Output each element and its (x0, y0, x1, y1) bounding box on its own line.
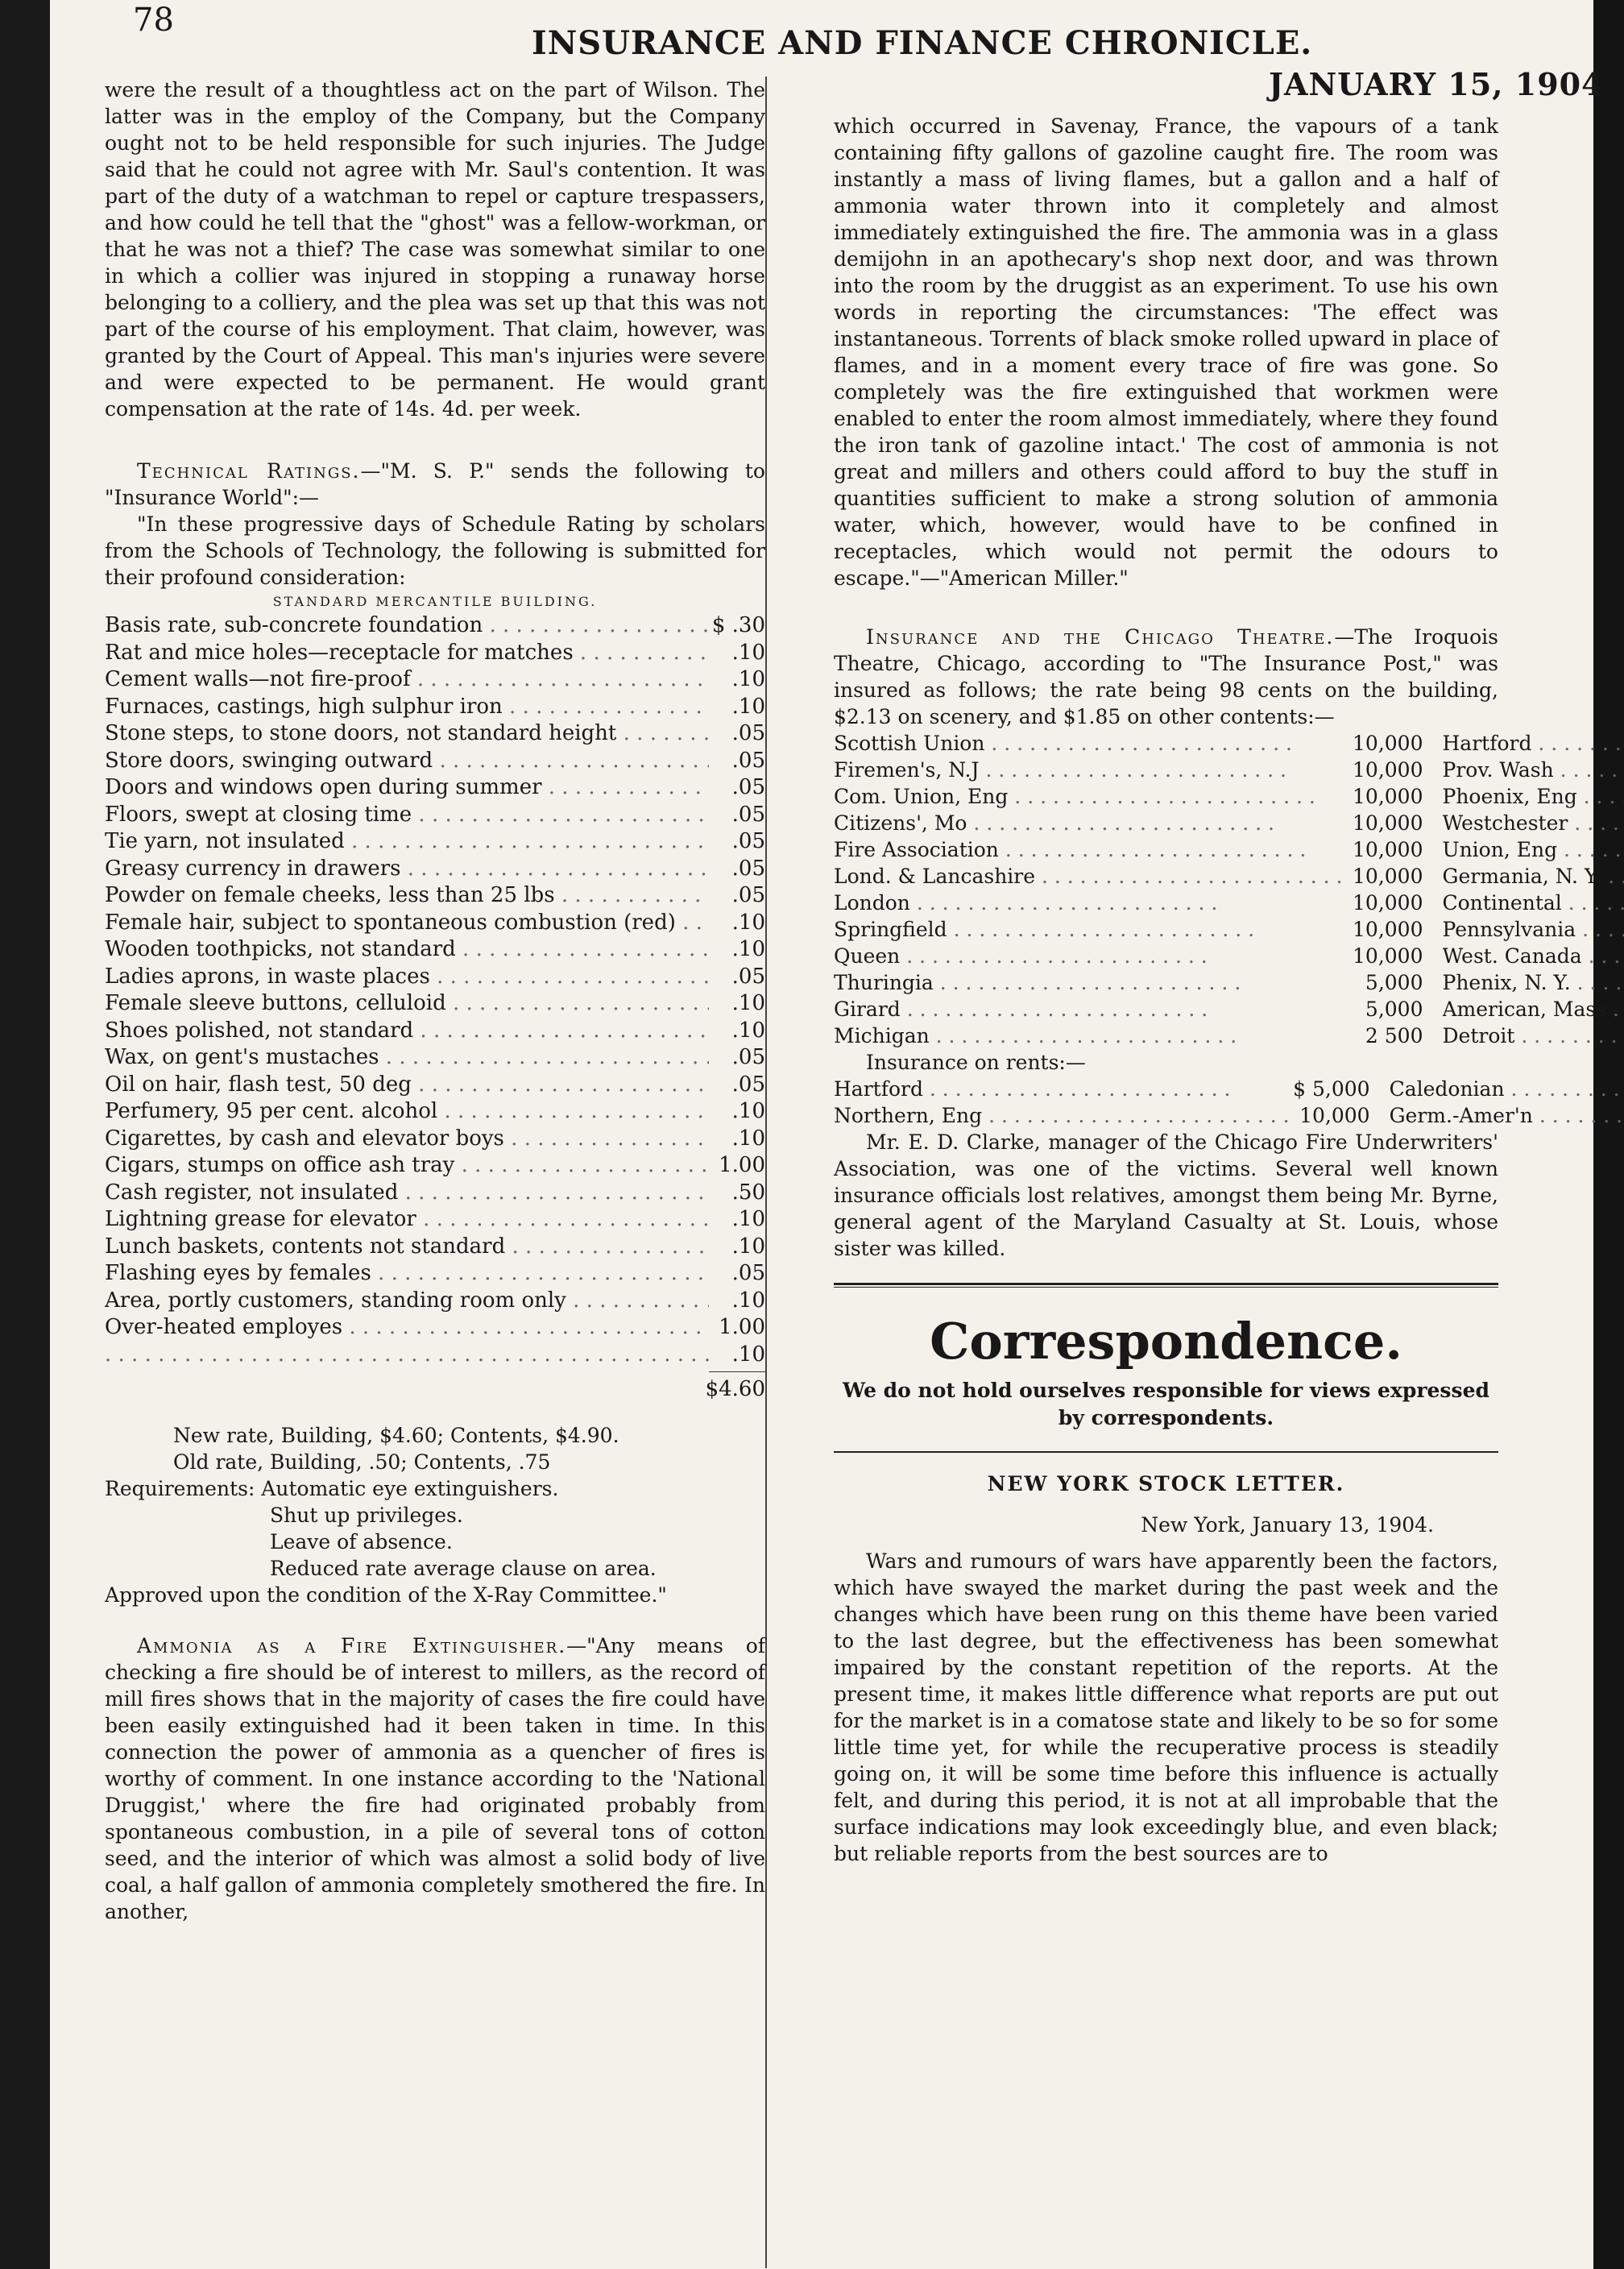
insurer-name: West. Canada . . . (1443, 943, 1624, 969)
insured-amount: 10,000 (1353, 891, 1423, 915)
insurer-name: Phenix, N. Y. . . . (1443, 969, 1624, 996)
rating-row (105, 720, 765, 748)
rating-item-value: .10 (731, 667, 765, 691)
rating-row (105, 910, 765, 937)
rating-item-value: .05 (731, 883, 765, 907)
requirements: Requirements: Automatic eye extinguishers. (105, 1477, 559, 1500)
rating-item-label: Shoes polished, not standard . . . (105, 1018, 709, 1045)
insurer-name: Phoenix, Eng . . . (1443, 783, 1624, 810)
insurer-name: Continental . . . (1443, 890, 1624, 916)
new-rate: New rate, Building, $4.60; Contents, $4.90. (173, 1424, 619, 1447)
chicago-theatre-article: Insurance and the Chicago Theatre.—The Iroquois Theatre, Chicago, according to "The Insurance Post," was insured as follows; the rate being 98 cents on the building, $2.13 on scenery, and $1.85 on other contents:— (834, 625, 1498, 728)
rating-item-label: Cement walls—not fire-proof . . . (105, 666, 709, 694)
insurer-cell (834, 1023, 1423, 1049)
insurer-name: Com. Union, Eng . . . (834, 783, 1343, 810)
rating-item-label: Furnaces, castings, high sulphur iron . . . (105, 694, 709, 721)
old-rate: Old rate, Building, .50; Contents, .75 (173, 1450, 551, 1474)
insurer-cell (834, 730, 1423, 757)
rating-row (105, 640, 765, 667)
rating-item-value: .10 (731, 1234, 765, 1259)
rating-table-title: STANDARD MERCANTILE BUILDING. (272, 594, 598, 609)
requirement-3: Leave of absence. (270, 1530, 453, 1553)
rating-row (105, 856, 765, 883)
rating-item-label: Cash register, not insulated . . . (105, 1180, 709, 1207)
ammonia-article: Ammonia as a Fire Extinguisher.—"Any means of checking a fire should be of interest to millers, as the record of mill fires shows that in the majority of cases the fire could have been easily extinguished had it been taken in time. In this connection the power of ammonia as a quencher of fires is worthy of comment. In one instance according to the 'National Druggist,' where the fire had originated probably from spontaneous combustion, in a pile of several tons of cotton seed, and the interior of which was almost a solid body of live coal, a half gallon of ammonia completely smothered the fire. In another, (105, 1634, 765, 1923)
rating-row (105, 1180, 765, 1207)
insurer-cell (834, 996, 1423, 1023)
rating-item-value: .10 (731, 1126, 765, 1151)
rating-item-label: Lunch baskets, contents not standard . . . (105, 1234, 709, 1261)
rating-item-label: Cigarettes, by cash and elevator boys . . . (105, 1126, 709, 1153)
insurers-table (834, 730, 1607, 1049)
insurer-name: Westchester . . . (1443, 810, 1624, 836)
insurer-name: Prov. Wash . . . (1443, 757, 1624, 783)
insurer-cell (834, 863, 1423, 890)
rating-row (105, 1234, 765, 1261)
insurer-cell (1443, 863, 1624, 890)
rating-item-label: Over-heated employes . . . (105, 1314, 709, 1342)
rating-row (105, 1126, 765, 1153)
total-rule (709, 1371, 765, 1372)
insurer-name: Pennsylvania . . . (1443, 916, 1624, 943)
rating-item-value: .10 (731, 1342, 765, 1367)
rating-item-label (105, 1342, 709, 1369)
insured-amount: 2 500 (1365, 1024, 1423, 1047)
issue-date: JANUARY 15, 1904 (1269, 66, 1604, 102)
insurer-cell (1443, 836, 1624, 863)
insurer-cell (834, 1076, 1370, 1102)
rating-row (105, 990, 765, 1018)
insured-amount: 10,000 (1353, 838, 1423, 861)
stock-letter-dateline: New York, January 13, 1904. (1141, 1513, 1434, 1537)
insurer-name: Fire Association . . . (834, 836, 1343, 863)
rating-item-label: Doors and windows open during summer . . . (105, 774, 709, 802)
approval-note: Approved upon the condition of the X-Ray Committee." (105, 1583, 667, 1607)
rating-row (105, 1072, 765, 1099)
rating-item-value: .05 (731, 748, 765, 773)
page-number: 78 (133, 2, 174, 39)
rating-item-value: .10 (731, 1018, 765, 1043)
rating-row (105, 1260, 765, 1288)
rating-item-label: Basis rate, sub-concrete foundation . . . (105, 612, 709, 640)
rating-item-label: Female sleeve buttons, celluloid . . . (105, 990, 709, 1018)
technical-ratings-lead: "In these progressive days of Schedule Rating by scholars from the Schools of Technology, the following is submitted for their profound consideration: (105, 512, 765, 589)
rents-table (834, 1076, 1533, 1129)
insurer-cell (834, 969, 1423, 996)
rating-item-label: Floors, swept at closing time . . . (105, 802, 709, 829)
rating-item-value: .10 (731, 991, 765, 1015)
rating-item-label: Wooden toothpicks, not standard . . . (105, 936, 709, 964)
section-rule (834, 1283, 1498, 1288)
insurer-cell (1443, 810, 1624, 836)
opening-paragraph: were the result of a thoughtless act on the part of Wilson. The latter was in the employ of the Company, but the Company ought not to be held responsible for such injuries. The Judge said that he could not agree with Mr. Saul's contention. It was part of the duty of a watchman to repel or capture trespassers, and how could he tell that the "ghost" was a fellow-workman, or that he was not a thief? The case was somewhat similar to one in which a collier was injured in stopping a runaway horse belonging to a colliery, and the plea was set up that this was not part of the course of his employment. That claim, however, was granted by the Court of Appeal. This man's injuries were severe and were expected to be permanent. He would grant compensation at the rate of 14s. 4d. per week. (105, 78, 765, 421)
insurer-name: Girard . . . (834, 996, 1343, 1023)
rating-item-value: .10 (731, 1099, 765, 1123)
insured-amount: 5,000 (1365, 971, 1423, 994)
rating-item-value: .10 (731, 640, 765, 665)
insured-amount: 10,000 (1353, 918, 1423, 941)
rents-label: Insurance on rents:— (866, 1051, 1086, 1074)
rating-requirements (105, 1422, 765, 1608)
rating-row (105, 1342, 765, 1369)
rating-table (105, 612, 765, 1368)
rating-item-value: .05 (731, 802, 765, 827)
rating-item-label: Cigars, stumps on office ash tray . . . (105, 1152, 709, 1180)
insurer-name: Michigan . . . (834, 1023, 1343, 1049)
insurer-cell (1443, 890, 1624, 916)
rating-item-label: Oil on hair, flash test, 50 deg . . . (105, 1072, 709, 1099)
rating-row (105, 1018, 765, 1045)
rating-item-value: .10 (731, 694, 765, 719)
rating-item-label: Lightning grease for elevator . . . (105, 1206, 709, 1234)
rating-row (105, 1206, 765, 1234)
rating-item-value: .05 (731, 1261, 765, 1285)
rating-item-label: Greasy currency in drawers . . . (105, 856, 709, 883)
insurer-cell (1390, 1102, 1624, 1129)
insurer-name: Hartford . . . (834, 1076, 1290, 1102)
rating-row (105, 748, 765, 775)
insured-amount: 10,000 (1353, 865, 1423, 888)
rating-item-value: .05 (731, 1045, 765, 1069)
insurer-name: London . . . (834, 890, 1343, 916)
rating-item-value: .05 (731, 1072, 765, 1097)
insurer-name: Springfield . . . (834, 916, 1343, 943)
insurer-cell (834, 943, 1423, 969)
insured-amount: 10,000 (1353, 811, 1423, 835)
rating-item-value: .05 (731, 964, 765, 989)
rating-item-value: .05 (731, 856, 765, 881)
rating-row (105, 964, 765, 991)
insurer-cell (834, 836, 1423, 863)
correspondence-rule (834, 1451, 1498, 1453)
rating-row (105, 774, 765, 802)
insured-amount: 10,000 (1299, 1104, 1370, 1127)
rating-item-label: Wax, on gent's mustaches . . . (105, 1044, 709, 1072)
rating-item-label: Stone steps, to stone doors, not standard height . . . (105, 720, 709, 748)
insurer-cell (1443, 757, 1624, 783)
rating-row (105, 936, 765, 964)
insured-amount: 5,000 (1365, 998, 1423, 1021)
insured-amount: 10,000 (1353, 785, 1423, 808)
scan-edge (0, 0, 50, 2269)
rating-item-value: .05 (731, 721, 765, 745)
insurer-cell (1443, 916, 1624, 943)
insured-amount: 10,000 (1353, 944, 1423, 968)
rating-item-label: Tie yarn, not insulated . . . (105, 828, 709, 856)
insurer-name: Germ.-Amer'n . . . (1390, 1102, 1624, 1129)
rating-row (105, 666, 765, 694)
rating-row (105, 882, 765, 910)
rating-total: $4.60 (705, 1377, 765, 1401)
correspondence-disclaimer: We do not hold ourselves responsible for views expressed by correspondents. (843, 1379, 1489, 1429)
rating-item-label: Area, portly customers, standing room only . . . (105, 1288, 709, 1315)
insurer-cell (834, 810, 1423, 836)
rating-item-value: 1.00 (719, 1315, 765, 1339)
insurer-name: Union, Eng . . . (1443, 836, 1624, 863)
ammonia-continuation: which occurred in Savenay, France, the vapours of a tank containing fifty gallons of gazoline caught fire. The room was instantly a mass of living flames, but a gallon and a half of ammonia water thrown into it completely and almost immediately extinguished the fire. The ammonia was in a glass demijohn in an apothecary's shop next door, and was thrown into the room by the druggist as an experiment. To use his own words in reporting the circumstances: 'The effect was instantaneous. Torrents of black smoke rolled upward in place of flames, and in a moment every trace of fire was gone. So completely was the fire extinguished that workmen were enabled to enter the room almost immediately, where they found the iron tank of gazoline intact.' The cost of ammonia is not great and millers and others could afford to buy the stuff in quantities sufficient to make a strong solution of ammonia water, which, however, would have to be confined in receptacles, which would not permit the odours to escape."—"American Miller." (834, 114, 1498, 590)
rating-item-value: $ .30 (711, 613, 765, 637)
rating-item-value: .10 (731, 910, 765, 935)
rating-item-value: 1.00 (719, 1153, 765, 1177)
correspondence-heading: Correspondence. (930, 1312, 1402, 1371)
insured-amount: $ 5,000 (1293, 1077, 1370, 1101)
rating-item-label: Rat and mice holes—receptacle for matches . . . (105, 640, 709, 667)
clarke-paragraph: Mr. E. D. Clarke, manager of the Chicago Fire Underwriters' Association, was one of the victims. Several well known insurance officials lost relatives, amongst them being Mr. Byrne, general agent of the Maryland Casualty at St. Louis, whose sister was killed. (834, 1130, 1498, 1260)
insurer-cell (1443, 730, 1624, 757)
rating-item-value: .10 (731, 1288, 765, 1313)
rating-item-value: .10 (731, 937, 765, 961)
rating-row (105, 1152, 765, 1180)
rating-item-label: Female hair, subject to spontaneous combustion (red) . . . (105, 910, 709, 937)
insurer-cell (834, 783, 1423, 810)
column-divider (765, 77, 767, 2268)
rating-row (105, 1098, 765, 1126)
insurer-name: Lond. & Lancashire . . . (834, 863, 1343, 890)
insurer-name: Caledonian . . . (1390, 1076, 1624, 1102)
insurer-cell (1443, 943, 1624, 969)
rating-item-label: Flashing eyes by females . . . (105, 1260, 709, 1288)
rating-item-value: .05 (731, 775, 765, 799)
rating-item-value: .10 (731, 1207, 765, 1231)
insurer-cell (1443, 783, 1624, 810)
insured-amount: 10,000 (1353, 732, 1423, 755)
rating-row (105, 802, 765, 829)
insurer-name: Scottish Union . . . (834, 730, 1343, 757)
insurer-cell (834, 916, 1423, 943)
masthead: INSURANCE AND FINANCE CHRONICLE. (532, 24, 1313, 62)
rating-item-label: Store doors, swinging outward . . . (105, 748, 709, 775)
rating-item-label: Powder on female cheeks, less than 25 lbs . . . (105, 882, 709, 910)
right-column (834, 113, 1607, 1867)
rating-row (105, 694, 765, 721)
rating-row (105, 612, 765, 640)
insurer-name: Queen . . . (834, 943, 1343, 969)
insurer-cell (1443, 969, 1624, 996)
insurer-cell (1443, 1023, 1624, 1049)
rating-row (105, 1288, 765, 1315)
insurer-cell (834, 890, 1423, 916)
rating-row (105, 1044, 765, 1072)
requirement-4: Reduced rate average clause on area. (270, 1557, 657, 1580)
requirement-2: Shut up privileges. (270, 1504, 463, 1527)
technical-ratings-intro: Technical Ratings.—"M. S. P." sends the following to "Insurance World":— (105, 459, 765, 509)
insurer-cell (834, 1102, 1370, 1129)
insured-amount: 10,000 (1353, 758, 1423, 782)
rating-item-value: .05 (731, 829, 765, 853)
rating-item-value: .50 (731, 1180, 765, 1205)
insurer-name: Northern, Eng . . . (834, 1102, 1290, 1129)
insurer-name: Hartford . . . (1443, 730, 1624, 757)
left-column (105, 77, 765, 1925)
insurer-cell (834, 757, 1423, 783)
stock-letter-title: NEW YORK STOCK LETTER. (987, 1472, 1345, 1495)
insurer-name: Thuringia . . . (834, 969, 1343, 996)
rating-row (105, 1314, 765, 1342)
rating-row (105, 828, 765, 856)
insurer-name: Citizens', Mo . . . (834, 810, 1343, 836)
insurer-name: Germania, N. Y. . . . (1443, 863, 1624, 890)
insurer-cell (1443, 996, 1624, 1023)
insurer-cell (1390, 1076, 1624, 1102)
stock-letter-body: Wars and rumours of wars have apparently been the factors, which have swayed the market during the past week and the changes which have been rung on this theme have been varied to the last degree, but the effectiveness has been somewhat impaired by the constant repetition of the reports. At the present time, it makes little difference what reports are put out for the market is in a comatose state and likely to be so for some little time yet, for while the recuperative process is steadily going on, it will be some time before this influence is actually felt, and during this period, it is not at all improbable that the surface indications may look exceedingly blue, and even black; but reliable reports from the best sources are to (834, 1549, 1498, 1865)
rating-item-label: Ladies aprons, in waste places . . . (105, 964, 709, 991)
insurer-name: Detroit . . . (1443, 1023, 1624, 1049)
rating-item-label: Perfumery, 95 per cent. alcohol . . . (105, 1098, 709, 1126)
insurer-name: American, Mass . . . (1443, 996, 1624, 1023)
insurer-name: Firemen's, N.J . . . (834, 757, 1343, 783)
